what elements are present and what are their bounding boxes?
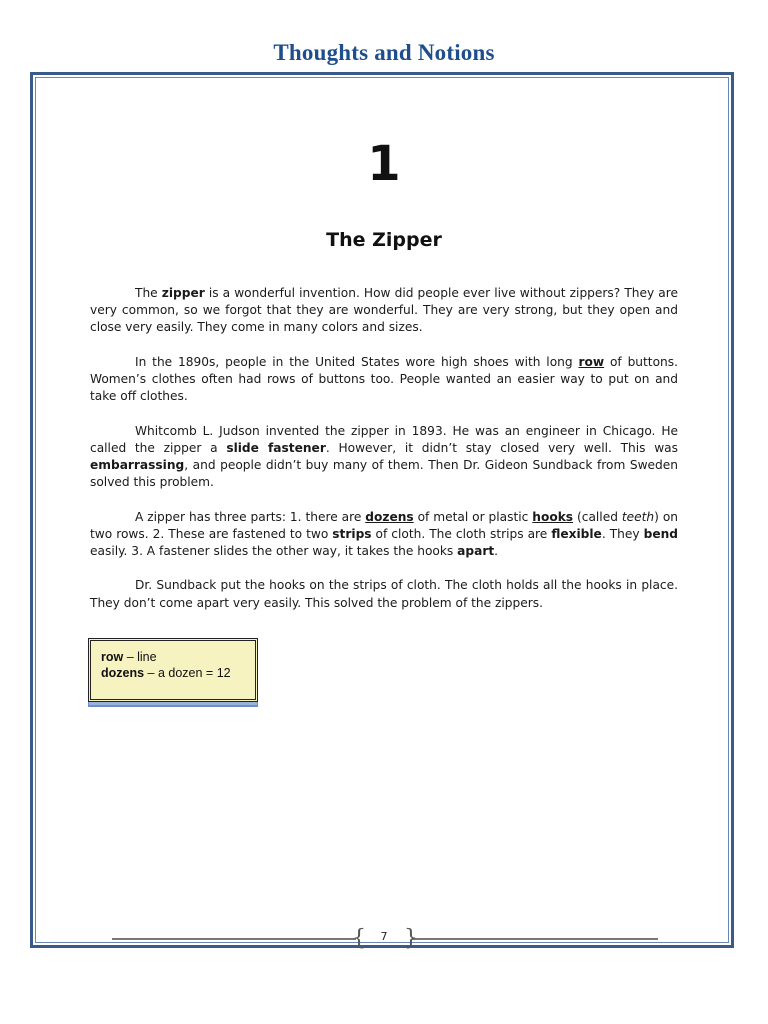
vocabulary-term: dozens	[101, 666, 145, 680]
vocabulary-term: row	[101, 650, 124, 664]
reading-passage	[90, 285, 678, 629]
paragraph	[90, 577, 678, 611]
text-run: bend	[643, 526, 678, 541]
footer-brace-right-icon: }	[404, 926, 418, 951]
vocabulary-definition: – line	[123, 650, 157, 664]
paragraph	[90, 423, 678, 492]
text-run: row	[578, 354, 605, 369]
vocabulary-entry	[101, 665, 245, 681]
text-run: of cloth. The cloth strips are	[371, 526, 552, 541]
footer-brace-left-icon: {	[352, 926, 366, 951]
text-run: A zipper has three parts: 1. there are	[135, 509, 366, 524]
text-run: . However, it didn’t stay closed very well. This was	[325, 440, 679, 455]
footer-rule-right	[412, 938, 658, 940]
paragraph	[90, 285, 678, 337]
text-run: Dr. Sundback put the hooks on the strips of cloth. The cloth holds all the hooks in place. They don’t come apart very easily. This solved the problem of the zippers.	[90, 578, 678, 610]
text-run: (called	[573, 509, 622, 524]
chapter-title: The Zipper	[326, 229, 442, 251]
vocabulary-definition: – a dozen = 12	[144, 666, 231, 680]
footer-rule-left	[112, 938, 356, 940]
text-run: teeth	[621, 509, 655, 524]
page-number: 7	[380, 930, 388, 943]
text-run: In the 1890s, people in the United States wore high shoes with long	[135, 354, 579, 369]
chapter-number: 1	[367, 136, 401, 192]
text-run: Whitcomb L. Judson invented the zipper in 1893. He was an engineer in Chicago. He called the zipper a	[90, 423, 678, 455]
paragraph	[90, 509, 678, 561]
text-run: . They	[601, 526, 644, 541]
text-run: strips	[332, 526, 372, 541]
text-run: , and people didn’t buy many of them. Then Dr. Gideon Sundback from Sweden solved this problem.	[90, 458, 678, 490]
text-run: flexible	[551, 526, 602, 541]
text-run: .	[494, 544, 499, 558]
text-run: dozens	[365, 509, 414, 524]
paragraph	[90, 354, 678, 406]
text-run: slide fastener	[226, 440, 326, 455]
text-run: easily. 3. A fastener slides the other way, it takes the hooks	[90, 544, 458, 558]
text-run: hooks	[532, 509, 574, 524]
text-run: zipper	[161, 286, 205, 300]
text-run: The	[135, 286, 162, 300]
text-run: is a wonderful invention. How did people ever live without zippers? They are very common, so we forgot that they are wonderful. They are very strong, but they open and close very easily. They come in many colors and sizes.	[90, 286, 678, 335]
page-header-title: Thoughts and Notions	[273, 40, 495, 65]
text-run: apart	[457, 544, 495, 558]
text-run: of metal or plastic	[413, 509, 533, 524]
text-run: embarrassing	[90, 458, 185, 472]
vocabulary-entry	[101, 649, 245, 665]
text-run: of buttons. Women’s clothes often had rows of buttons too. People wanted an easier way to put on and take off clothes.	[90, 354, 678, 404]
text-run: ) on two rows. 2. These are fastened to two	[90, 509, 678, 541]
vocabulary-box	[88, 638, 258, 702]
